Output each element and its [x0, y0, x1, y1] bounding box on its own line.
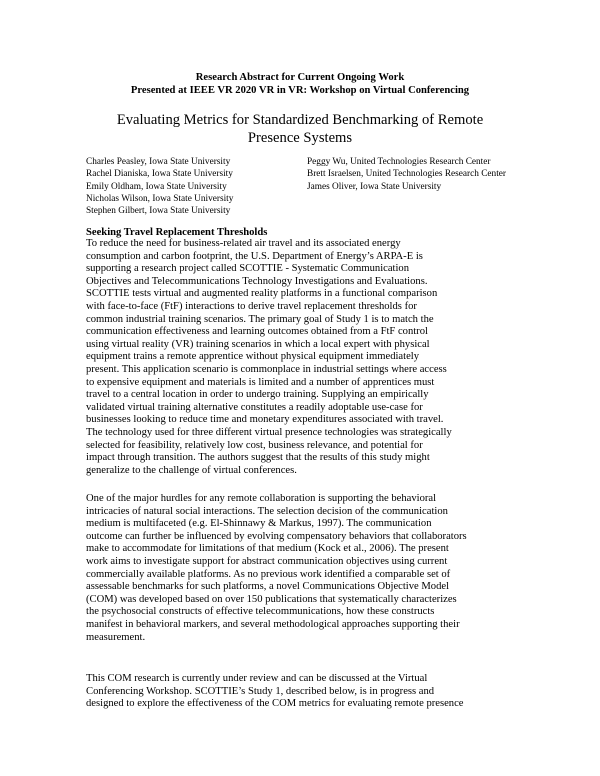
paragraph-line: outcome can further be influenced by evolving compensatory behaviors that collaborators: [86, 530, 467, 542]
author: James Oliver, Iowa State University: [307, 181, 442, 192]
title-line-2: Presence Systems: [247, 130, 353, 146]
header-line-2: Presented at IEEE VR 2020 VR in VR: Workshop on Virtual Conferencing: [130, 85, 470, 96]
paragraph-line: generalize to the challenge of virtual conferences.: [86, 464, 297, 476]
author: Peggy Wu, United Technologies Research Center: [307, 157, 491, 167]
author: Nicholas Wilson, Iowa State University: [86, 193, 234, 204]
paragraph-line: The technology used for three different virtual presence technologies was strategically: [86, 426, 452, 438]
paragraph-line: This COM research is currently under review and can be discussed at the Virtual: [86, 673, 428, 684]
paper-title: [60, 111, 540, 147]
paragraph-line: designed to explore the effectiveness of the COM metrics for evaluating remote presence: [86, 698, 464, 710]
paragraph-3: [86, 673, 516, 711]
paragraph-line: common industrial training scenarios. The primary goal of Study 1 is to match the: [86, 313, 434, 325]
author: Stephen Gilbert, Iowa State University: [86, 206, 231, 217]
paragraph-line: One of the major hurdles for any remote collaboration is supporting the behavioral: [86, 493, 437, 504]
paragraph-line: commercially available platforms. As no previous work identified a comparable set of: [86, 568, 451, 580]
paragraph-line: selected for feasibility, relatively low cost, business relevance, and potential for: [86, 439, 423, 451]
paragraph-line: communication effectiveness and learning outcomes obtained from a FtF control: [86, 326, 428, 338]
paragraph-line: supporting a research project called SCOTTIE - Systematic Communication: [86, 263, 410, 275]
paragraph-line: with face-to-face (FtF) interactions to derive travel replacement thresholds for: [86, 300, 417, 312]
paragraph-line: to expensive equipment and materials is limited and a number of apprentices must: [86, 376, 435, 388]
paragraph-1: [86, 238, 516, 477]
paragraph-line: businesses looking to reduce time and monetary expenditures associated with travel.: [86, 414, 444, 426]
author: Charles Peasley, Iowa State University: [86, 157, 231, 167]
paragraph-line: work aims to investigate support for abstract communication objectives using current: [86, 555, 448, 567]
section-heading: Seeking Travel Replacement Thresholds: [86, 227, 268, 238]
paragraph-line: assessable benchmarks for such platforms, a novel Communications Objective Model: [86, 581, 450, 593]
paragraph-line: Conferencing Workshop. SCOTTIE’s Study 1, described below, is in progress and: [86, 685, 435, 697]
paragraph-line: make to accommodate for limitations of that medium (Kock et al., 2006). The present: [86, 543, 449, 555]
paragraph-line: validated virtual training alternative constitutes a readily adoptable use-case for: [86, 401, 423, 413]
paragraph-line: To reduce the need for business-related air travel and its associated energy: [86, 238, 401, 249]
title-line-1: Evaluating Metrics for Standardized Benchmarking of Remote: [116, 112, 484, 128]
paragraph-line: travel to a central location in order to undergo training. Supplying an empirically: [86, 389, 429, 401]
paragraph-line: Objectives and Telecommunications Technology Investigations and Evaluations.: [86, 275, 428, 287]
authors-left-column: [86, 156, 276, 217]
header-line-1: Research Abstract for Current Ongoing Work: [195, 72, 405, 83]
author: Brett Israelsen, United Technologies Research Center: [307, 169, 506, 180]
paragraph-line: (COM) was developed based on over 150 publications that systematically characterizes: [86, 593, 457, 605]
abstract-header: [0, 71, 600, 97]
paragraph-line: using virtual reality (VR) training scenarios in which a local expert with physical: [86, 338, 430, 350]
paragraph-line: present. This application scenario is commonplace in industrial settings where access: [86, 363, 447, 375]
author: Rachel Dianiska, Iowa State University: [86, 169, 233, 180]
paragraph-2: [86, 493, 516, 644]
paragraph-line: measurement.: [86, 631, 146, 643]
paragraph-line: consumption and carbon footprint, the U.S. Department of Energy’s ARPA-E is: [86, 250, 423, 262]
paragraph-line: medium is multifaceted (e.g. El-Shinnawy & Markus, 1997). The communication: [86, 518, 432, 530]
authors-right-column: [307, 156, 527, 193]
author: Emily Oldham, Iowa State University: [86, 181, 227, 192]
paragraph-line: impact through transition. The authors suggest that the results of this study might: [86, 452, 430, 464]
paragraph-line: manifest in behavioral markers, and several methodological approaches supporting their: [86, 618, 460, 630]
paragraph-line: intricacies of natural social interactions. The selection decision of the communication: [86, 505, 448, 517]
paragraph-line: SCOTTIE tests virtual and augmented reality platforms in a functional comparison: [86, 288, 438, 300]
paragraph-line: equipment trains a remote apprentice without physical equipment immediately: [86, 351, 420, 363]
paragraph-line: the psychosocial constructs of effective telecommunications, how these constructs: [86, 606, 435, 618]
